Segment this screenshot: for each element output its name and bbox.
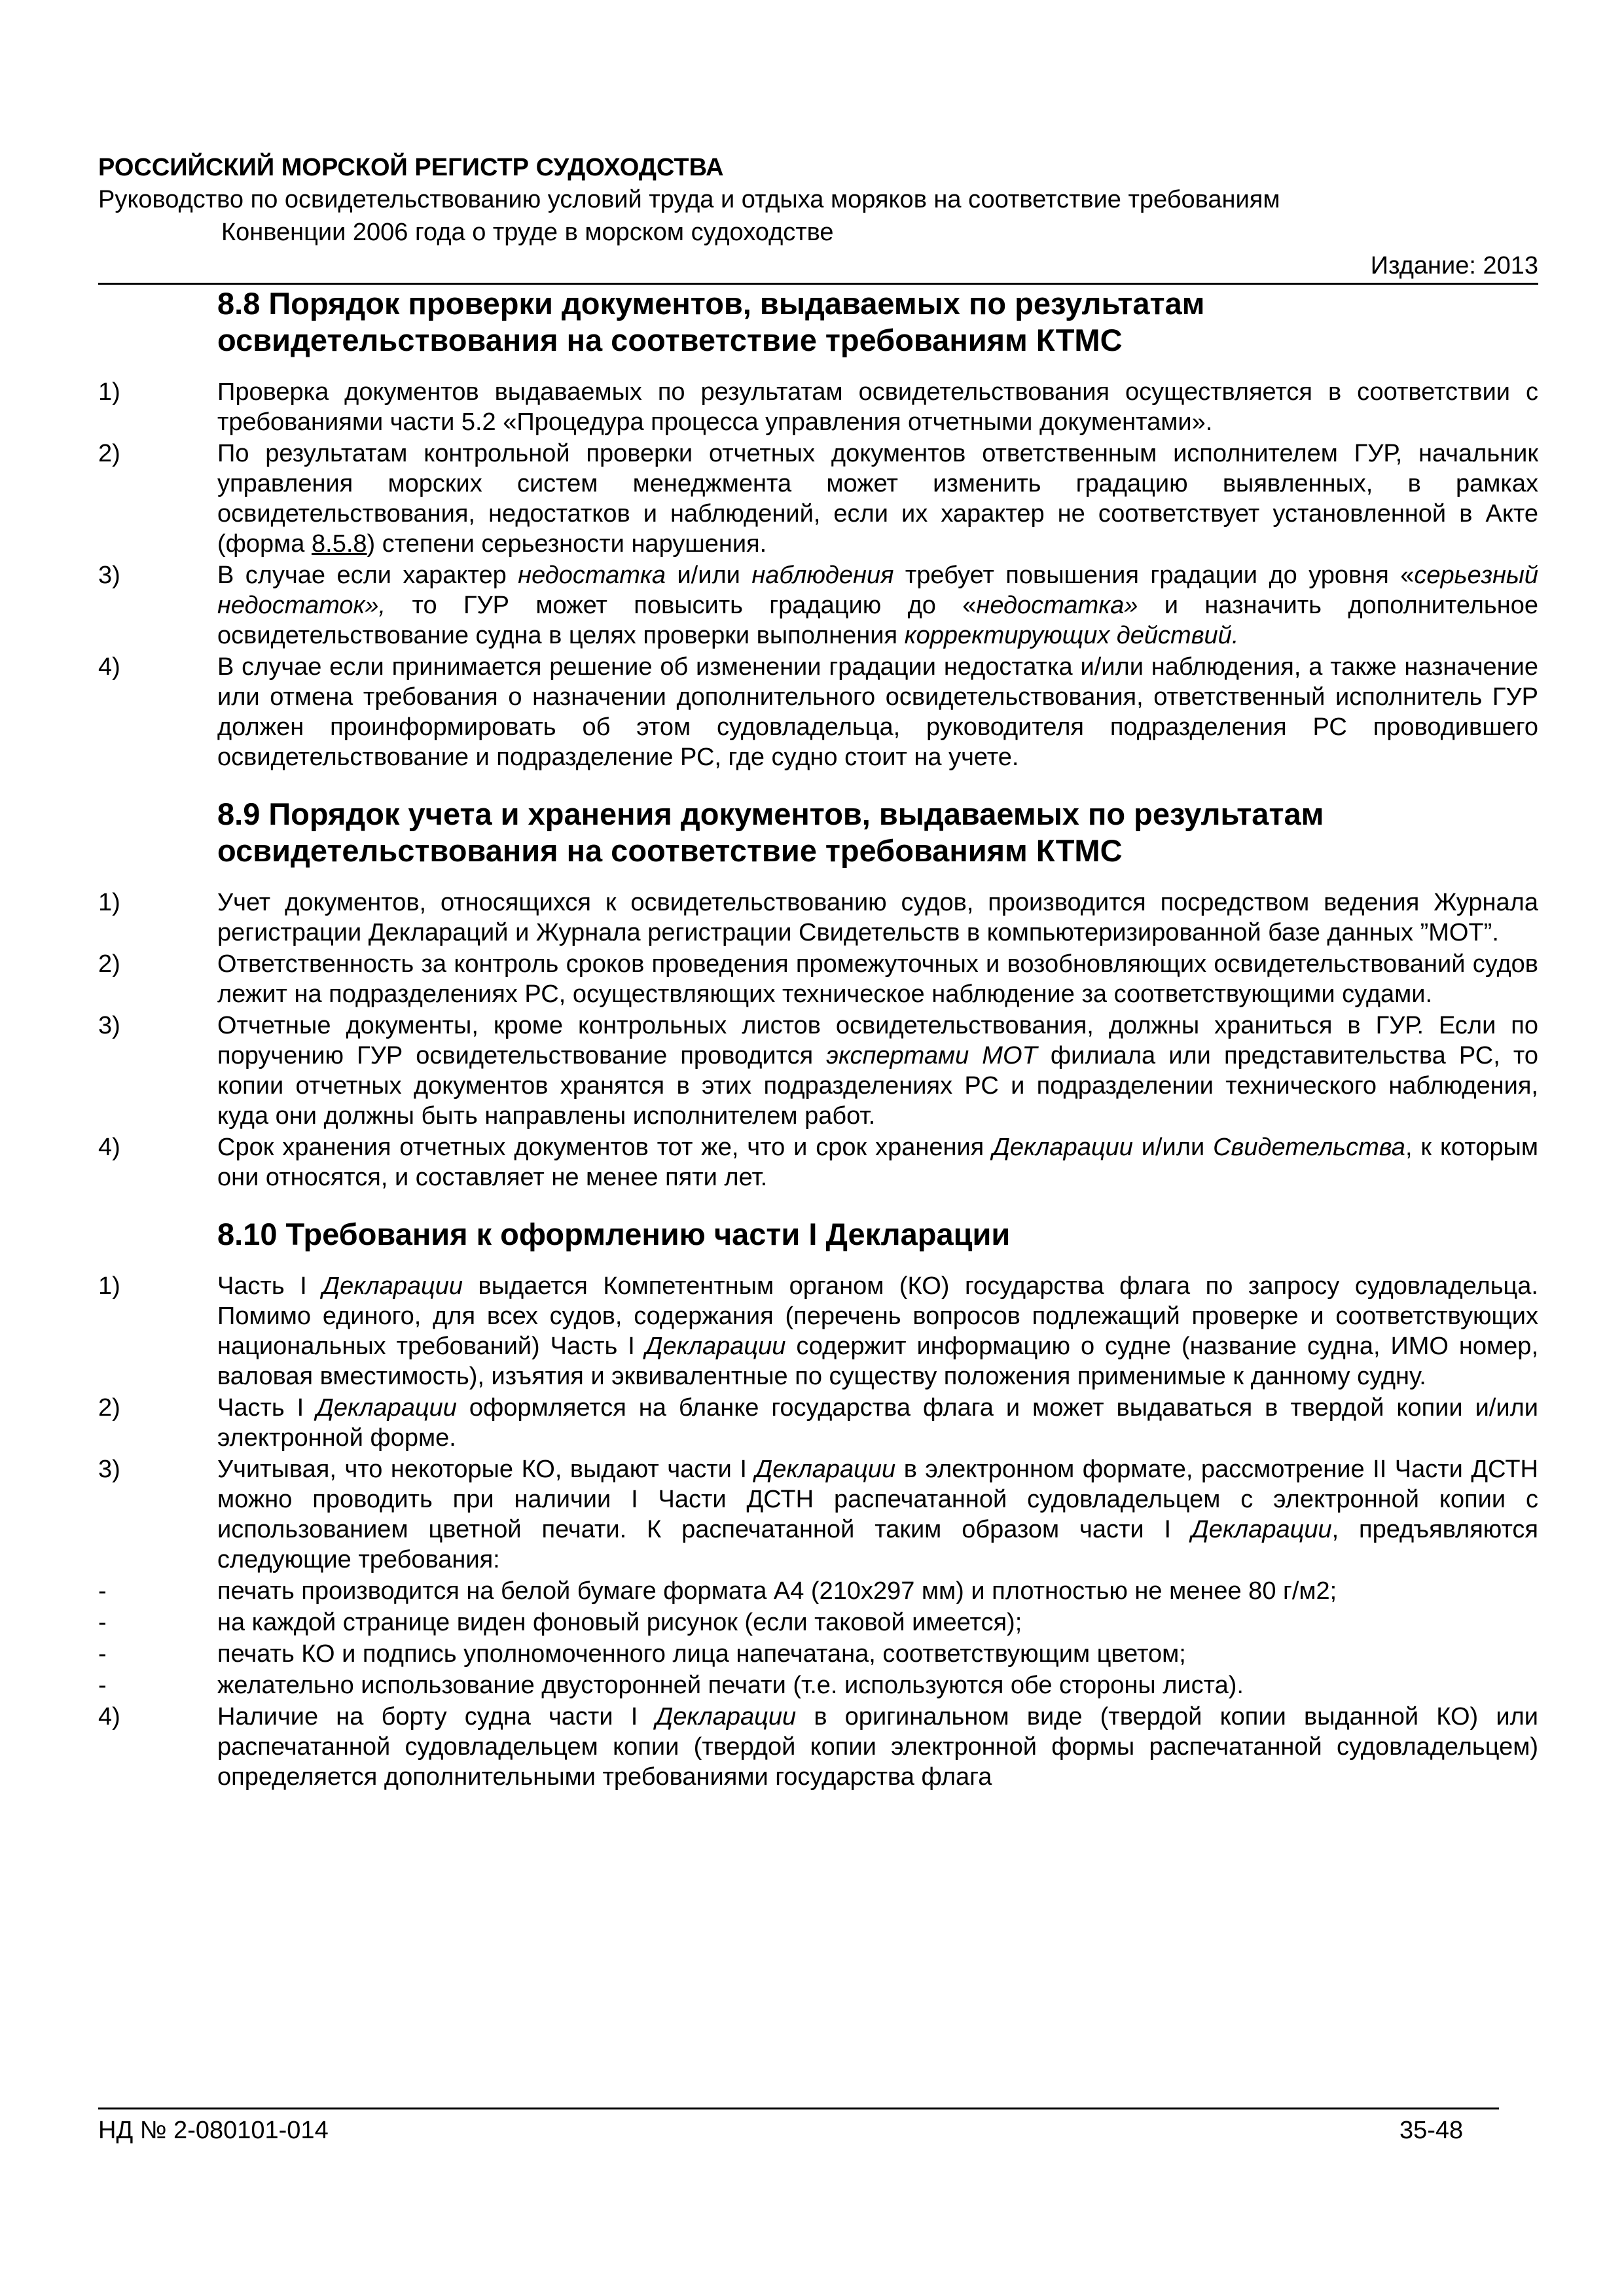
item-text bbox=[217, 1607, 1538, 1638]
text-run: , предъявляются следующие требования: bbox=[217, 1516, 1539, 1573]
item-text bbox=[217, 1576, 1538, 1606]
text-run: Учитывая, что некоторые КО, выдают части I bbox=[217, 1456, 755, 1483]
item-marker: - bbox=[98, 1640, 107, 1668]
document-subtitle bbox=[98, 183, 1538, 249]
page-number: 35-48 bbox=[1399, 2117, 1464, 2144]
item-marker: 4) bbox=[98, 653, 120, 681]
bullet-item bbox=[98, 1607, 1538, 1638]
subtitle-line-2: Конвенции 2006 года о труде в морском судоходстве bbox=[221, 219, 834, 246]
text-run: филиала или представительства РС, то копии отчетных документов хранятся в этих подразделениях РС и подразделении технического наблюдения, куда они должны быть направлены исполнителем работ. bbox=[217, 1042, 1538, 1130]
emphasized-text: Декларации bbox=[645, 1333, 786, 1360]
section-title-line-2: освидетельствования на соответствие требованиям КТМС bbox=[217, 833, 1123, 868]
emphasized-text: Декларации bbox=[322, 1272, 463, 1300]
document-number: НД № 2-080101-014 bbox=[98, 2117, 329, 2144]
text-run: содержит информацию о судне (название судна, ИМО номер, валовая вместимость), изъятия и эквивалентные по существу положения применимые к данному судну. bbox=[217, 1333, 1539, 1390]
emphasized-text: недостатка bbox=[518, 562, 666, 589]
numbered-item bbox=[98, 1271, 1538, 1391]
numbered-item bbox=[98, 652, 1538, 772]
edition-label: Издание: 2013 bbox=[1370, 252, 1538, 279]
item-text bbox=[217, 1670, 1538, 1700]
text-run: Ответственность за контроль сроков проведения промежуточных и возобновляющих освидетельствований судов лежит на подразделениях РС, осуществляющих техническое наблюдение за соответствующими судами. bbox=[217, 950, 1538, 1008]
text-run: Часть I bbox=[217, 1272, 323, 1300]
text-run: и/или bbox=[666, 562, 752, 589]
text-run: В случае если принимается решение об изменении градации недостатка и/или наблюдения, а также назначение или отмена требования о назначении дополнительного освидетельствования, ответственный исполнитель ГУР должен проинформировать об этом судовладельца, руководителя подразделения РС проводившего освидетельствование и подразделение РС, где судно стоит на учете. bbox=[217, 653, 1538, 771]
numbered-item bbox=[98, 439, 1538, 559]
text-run: печать КО и подпись уполномоченного лица напечатана, соответствующим цветом; bbox=[217, 1640, 1186, 1668]
text-run: и/или bbox=[1132, 1134, 1214, 1161]
item-marker: 3) bbox=[98, 562, 120, 589]
section-title bbox=[98, 796, 1538, 869]
page-header bbox=[98, 152, 1538, 281]
text-run: желательно использование двусторонней печати (т.е. используются обе стороны листа). bbox=[217, 1672, 1244, 1699]
footer-divider bbox=[98, 2108, 1499, 2109]
numbered-item bbox=[98, 560, 1538, 651]
text-run: и назначить дополнительное освидетельствование судна в целях проверки выполнения bbox=[217, 592, 1538, 649]
item-marker: - bbox=[98, 1672, 107, 1699]
item-marker: 4) bbox=[98, 1703, 120, 1731]
emphasized-text: Декларации bbox=[655, 1703, 797, 1731]
section-title-line-1: 8.9 Порядок учета и хранения документов, выдаваемых по результатам bbox=[217, 797, 1324, 831]
item-text bbox=[217, 439, 1538, 559]
subtitle-line-1: Руководство по освидетельствованию условий труда и отдыха моряков на соответствие требованиям bbox=[98, 186, 1280, 213]
document-body bbox=[98, 285, 1538, 1793]
text-run: Учет документов, относящихся к освидетельствованию судов, производится посредством ведения Журнала регистрации Деклараций и Журнала регистрации Свидетельств в компьютеризированной базе данных ”МОТ”. bbox=[217, 889, 1538, 946]
bullet-item bbox=[98, 1670, 1538, 1700]
numbered-item bbox=[98, 1702, 1538, 1792]
emphasized-text: Декларации bbox=[316, 1394, 457, 1422]
text-run: В случае если характер bbox=[217, 562, 518, 589]
organization-name: РОССИЙСКИЙ МОРСКОЙ РЕГИСТР СУДОХОДСТВА bbox=[98, 154, 724, 181]
item-marker: 3) bbox=[98, 1456, 120, 1483]
text-run: , к которым они относятся, и составляет не менее пяти лет. bbox=[217, 1134, 1538, 1191]
item-text bbox=[217, 1132, 1538, 1193]
item-marker: 2) bbox=[98, 1394, 120, 1422]
bullet-item bbox=[98, 1576, 1538, 1606]
item-text bbox=[217, 1639, 1538, 1669]
text-run: на каждой странице виден фоновый рисунок (если таковой имеется); bbox=[217, 1609, 1022, 1636]
item-text bbox=[217, 652, 1538, 772]
text-run: Срок хранения отчетных документов тот же, что и срок хранения bbox=[217, 1134, 993, 1161]
text-run: Наличие на борту судна части I bbox=[217, 1703, 656, 1731]
item-marker: - bbox=[98, 1577, 107, 1605]
item-marker: 2) bbox=[98, 440, 120, 467]
item-text bbox=[217, 1454, 1538, 1575]
emphasized-text: экспертами МОТ bbox=[826, 1042, 1038, 1069]
emphasized-text: Декларации bbox=[755, 1456, 896, 1483]
item-text bbox=[217, 560, 1538, 651]
item-marker: 4) bbox=[98, 1134, 120, 1161]
item-text bbox=[217, 1011, 1538, 1131]
section-title-line-2: освидетельствования на соответствие требованиям КТМС bbox=[217, 323, 1123, 357]
text-run: то ГУР может повысить градацию до « bbox=[386, 592, 977, 619]
text-run: ) степени серьезности нарушения. bbox=[367, 530, 767, 558]
numbered-item bbox=[98, 1011, 1538, 1131]
emphasized-text: корректирующих действий. bbox=[904, 622, 1239, 649]
bullet-item bbox=[98, 1639, 1538, 1669]
item-text bbox=[217, 1702, 1538, 1792]
emphasized-text: недостатка» bbox=[976, 592, 1138, 619]
item-text bbox=[217, 1271, 1538, 1391]
emphasized-text: наблюдения bbox=[751, 562, 894, 589]
item-marker: 2) bbox=[98, 950, 120, 978]
emphasized-text: Декларации bbox=[992, 1134, 1133, 1161]
text-run: Отчетные документы, кроме контрольных листов освидетельствования, должны храниться в ГУР. Если по поручению ГУР освидетельствование проводится bbox=[217, 1012, 1538, 1069]
section-title bbox=[98, 1216, 1538, 1253]
section-title-line-1: 8.10 Требования к оформлению части I Декларации bbox=[217, 1217, 1011, 1251]
text-run: печать производится на белой бумаге формата А4 (210х297 мм) и плотностью не менее 80 г/м2; bbox=[217, 1577, 1337, 1605]
numbered-item bbox=[98, 888, 1538, 948]
numbered-item bbox=[98, 1132, 1538, 1193]
numbered-item bbox=[98, 1454, 1538, 1575]
text-run: Проверка документов выдаваемых по результатам освидетельствования осуществляется в соответствии с требованиями части 5.2 «Процедура процесса управления отчетными документами». bbox=[217, 378, 1538, 436]
item-marker: 1) bbox=[98, 889, 120, 916]
numbered-item bbox=[98, 1393, 1538, 1453]
section-title bbox=[98, 285, 1538, 359]
numbered-item bbox=[98, 377, 1538, 437]
text-run: в электронном формате, рассмотрение II Части ДСТН можно проводить при наличии I Части ДСТН распечатанной судовладельцем с электронной копии с использованием цветной печати. К распечатанной таким образом части I bbox=[217, 1456, 1538, 1543]
item-text bbox=[217, 888, 1538, 948]
item-marker: 3) bbox=[98, 1012, 120, 1039]
item-text bbox=[217, 1393, 1538, 1453]
item-text bbox=[217, 949, 1538, 1009]
item-marker: 1) bbox=[98, 378, 120, 406]
text-run: оформляется на бланке государства флага и может выдаваться в твердой копии и/или электронной форме. bbox=[217, 1394, 1538, 1452]
text-run: в оригинальном виде (твердой копии выданной КО) или распечатанной судовладельцем копии (твердой копии электронной формы распечатанной судовладельцем) определяется дополнительными требованиями государства флага bbox=[217, 1703, 1538, 1791]
text-run: Часть I bbox=[217, 1394, 317, 1422]
item-marker: 1) bbox=[98, 1272, 120, 1300]
text-run: По результатам контрольной проверки отчетных документов ответственным исполнителем ГУР, начальник управления морских систем менеджмента может изменить градацию выявленных, в рамках освидетельствования, недостатков и наблюдений, если их характер не соответствует установленной в Акте (форма bbox=[217, 440, 1538, 558]
section-title-line-1: 8.8 Порядок проверки документов, выдаваемых по результатам bbox=[217, 286, 1205, 321]
form-reference-link[interactable]: 8.5.8 bbox=[312, 530, 367, 558]
emphasized-text: серьезный недостаток», bbox=[217, 562, 1538, 619]
numbered-item bbox=[98, 949, 1538, 1009]
header-divider bbox=[98, 283, 1538, 285]
text-run: требует повышения градации до уровня « bbox=[893, 562, 1415, 589]
item-marker: - bbox=[98, 1609, 107, 1636]
emphasized-text: Свидетельства bbox=[1213, 1134, 1405, 1161]
text-run: выдается Компетентным органом (КО) государства флага по запросу судовладельца. Помимо единого, для всех судов, содержания (перечень вопросов подлежащий проверке и соответствующих национальных требований) Часть I bbox=[217, 1272, 1538, 1360]
item-text bbox=[217, 377, 1538, 437]
edition-row bbox=[98, 249, 1538, 281]
emphasized-text: Декларации bbox=[1191, 1516, 1332, 1543]
